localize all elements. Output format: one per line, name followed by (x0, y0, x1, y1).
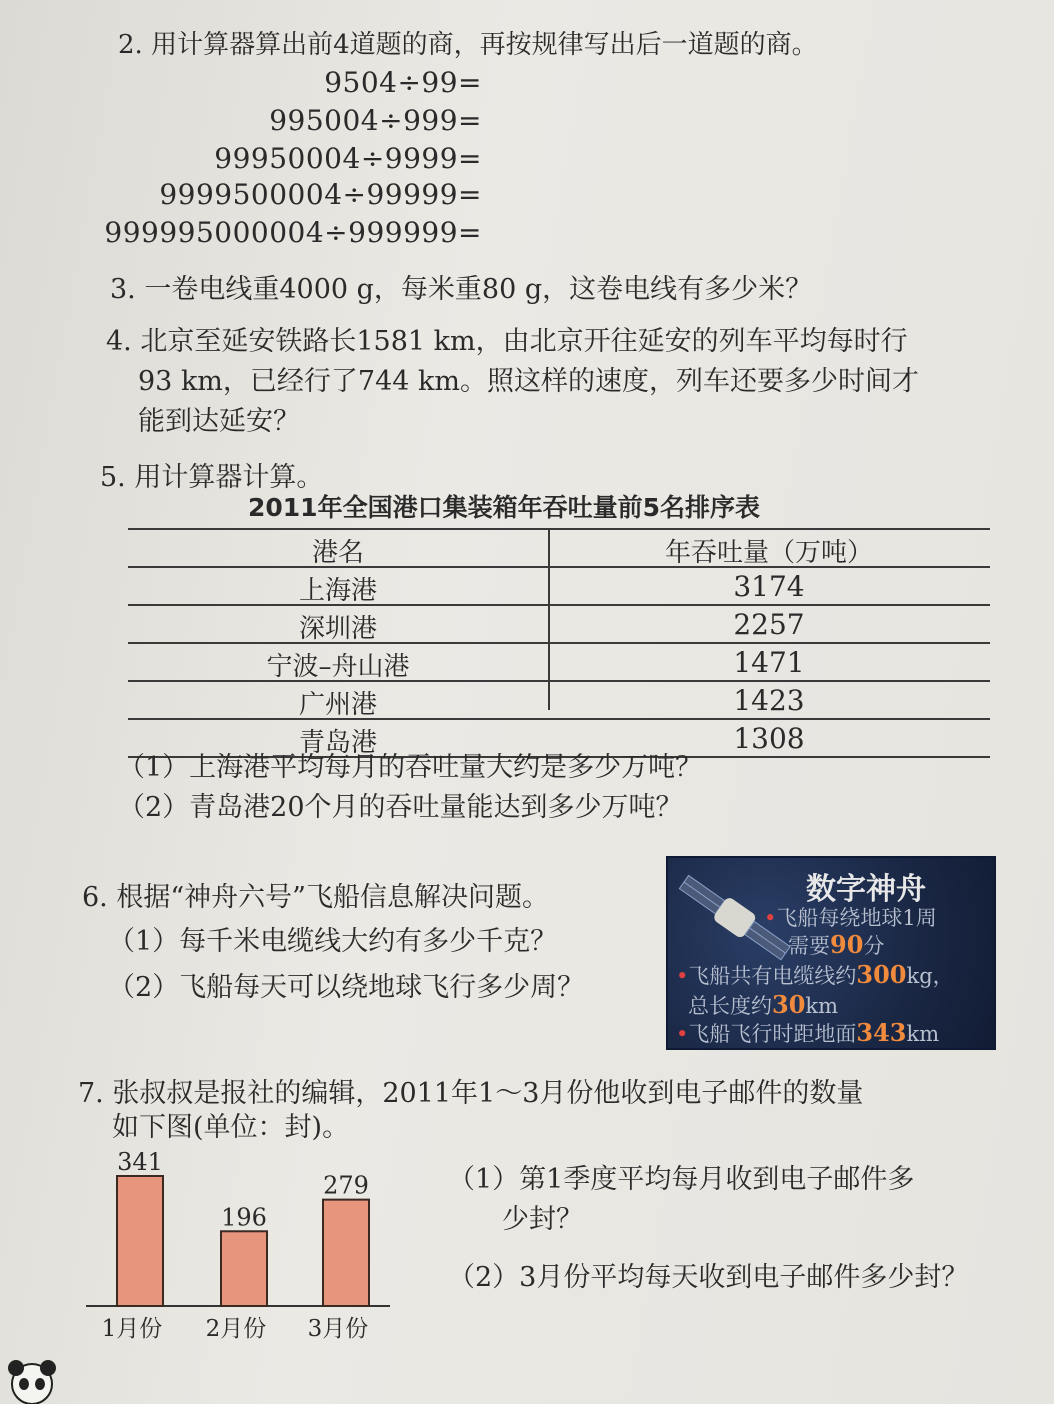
cell-value: 1308 (733, 722, 805, 755)
table-row (128, 566, 990, 604)
table-row (128, 642, 990, 680)
bar-value-label: 196 (221, 1203, 267, 1232)
info-line-4: 总长度约30km (688, 990, 839, 1019)
cell-port: 深圳港 (298, 614, 377, 644)
q2-equation-2: 995004÷999= (269, 104, 482, 137)
q6-prompt: 6. 根据“神舟六号”飞船信息解决问题。 (82, 882, 549, 913)
cell-port: 宁波–舟山港 (266, 652, 410, 682)
q6-sub-2: （2）飞船每天可以绕地球飞行多少周？ (108, 972, 585, 1003)
table-header-row (128, 528, 990, 566)
info-line-2: 需要90分 (788, 930, 885, 959)
cell-port: 上海港 (298, 576, 377, 606)
bar-3 (323, 1200, 369, 1306)
table-row (128, 604, 990, 642)
category-label: 1月份 (101, 1316, 163, 1342)
cell-value: 2257 (733, 608, 805, 641)
bar-2 (221, 1231, 267, 1306)
q7-line-1: 7. 张叔叔是报社的编辑，2011年1～3月份他收到电子邮件的数量 (78, 1078, 864, 1109)
info-line-5: •飞船飞行时距地面343km (676, 1018, 940, 1047)
q7-sub-2: （2）3月份平均每天收到电子邮件多少封？ (448, 1262, 969, 1293)
q5-sub-2: （2）青岛港20个月的吞吐量能达到多少万吨？ (118, 792, 683, 823)
bar-value-label: 279 (323, 1171, 369, 1200)
table-row (128, 680, 990, 718)
q4-line-2: 93 km，已经行了744 km。照这样的速度，列车还要多少时间才 (138, 366, 919, 397)
q7-sub-1-line-2: 少封？ (502, 1204, 583, 1235)
category-label: 3月份 (307, 1316, 369, 1342)
q2-equation-3: 99950004÷9999= (214, 142, 482, 175)
info-line-3: •飞船共有电缆线约300kg， (676, 960, 954, 989)
cell-value: 1423 (733, 684, 805, 717)
q2-equation-5: 999995000004÷999999= (104, 216, 482, 249)
cell-port: 广州港 (298, 690, 377, 720)
q2-equation-1: 9504÷99= (324, 66, 482, 99)
bar-value-label: 341 (117, 1148, 163, 1176)
cell-value: 1471 (733, 646, 805, 679)
q2-prompt: 2. 用计算器算出前4道题的商，再按规律写出后一道题的商。 (118, 30, 818, 60)
q5-prompt: 5. 用计算器计算。 (100, 462, 324, 493)
q6-sub-1: （1）每千米电缆线大约有多少千克？ (108, 926, 558, 957)
q7-line-2: 如下图(单位：封)。 (112, 1112, 350, 1143)
table-title: 2011年全国港口集装箱年吞吐量前5名排序表 (248, 493, 760, 522)
header-port: 港名 (311, 538, 364, 568)
panda-icon (2, 1354, 62, 1404)
cell-value: 3174 (733, 570, 805, 603)
info-line-1: •飞船每绕地球1周 (764, 906, 937, 930)
q3-text: 3. 一卷电线重4000 g，每米重80 g，这卷电线有多少米？ (110, 274, 813, 305)
q4-line-3: 能到达延安？ (138, 406, 300, 437)
q4-line-1: 4. 北京至延安铁路长1581 km，由北京开往延安的列车平均每时行 (106, 326, 908, 357)
info-title: 数字神舟 (806, 872, 926, 907)
q7-sub-1-line-1: （1）第1季度平均每月收到电子邮件多 (448, 1164, 915, 1195)
header-throughput: 年吞吐量（万吨） (664, 538, 873, 568)
bar-1 (117, 1176, 163, 1306)
q5-sub-1: （1）上海港平均每月的吞吐量大约是多少万吨？ (118, 752, 703, 783)
q2-equation-4: 9999500004÷99999= (159, 178, 482, 211)
email-bar-chart (80, 1140, 400, 1350)
category-label: 2月份 (205, 1316, 267, 1342)
cell-port: 青岛港 (298, 728, 377, 758)
port-table (128, 528, 990, 758)
shenzhou-info-box (666, 856, 996, 1050)
